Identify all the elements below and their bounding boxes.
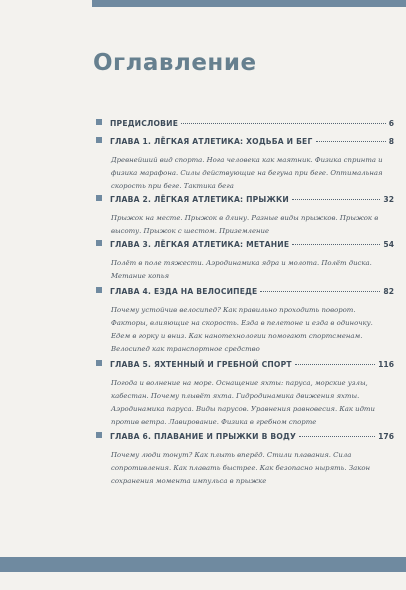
toc-page-number: 8 bbox=[388, 137, 394, 146]
dot-leader bbox=[316, 141, 386, 142]
toc-page-number: 82 bbox=[383, 287, 394, 296]
toc-page-number: 116 bbox=[378, 360, 394, 369]
toc-entry-chapter-6[interactable] bbox=[96, 432, 394, 488]
toc-entry-description: Погода и волнение на море. Оснащение яхты: паруса, морские узлы, кабестан. Почему плывёт яхта. Гидродинамика движения яхты. Аэродинамика паруса. Виды парусов. Уравнения равновесия. Как идти против ветра. Лавирование. Физика в гребном спорте bbox=[111, 379, 375, 426]
toc-entry-title: ПРЕДИСЛОВИЕ bbox=[110, 119, 179, 128]
square-bullet-icon bbox=[96, 119, 102, 125]
toc-page-number: 6 bbox=[388, 119, 394, 128]
toc-entry-description: Почему люди тонут? Как плыть вперёд. Стили плавания. Сила сопротивления. Как плавать быстрее. Как безопасно нырять. Закон сохранения момента импульса в прыжке bbox=[111, 451, 371, 485]
dot-leader bbox=[292, 199, 380, 200]
toc-entry-preface[interactable] bbox=[96, 119, 394, 134]
toc-entry-title: ГЛАВА 1. ЛЁГКАЯ АТЛЕТИКА: ХОДЬБА И БЕГ bbox=[110, 137, 313, 146]
dot-leader bbox=[295, 364, 375, 365]
toc-entry-chapter-3[interactable] bbox=[96, 240, 394, 283]
toc-page-number: 176 bbox=[378, 432, 394, 441]
toc-entry-description: Почему устойчив велосипед? Как правильно проходить поворот. Факторы, влияющие на скорость. Езда в пелетоне и езда в одиночку. Едем в горку и вниз. Как нанотехнологии помогают спортсменам. Велосипед как транспортное средство bbox=[111, 306, 373, 353]
toc-entry-chapter-5[interactable] bbox=[96, 360, 394, 429]
toc-entry-description: Древнейший вид спорта. Нога человека как маятник. Физика спринта и физика марафона. Силы действующие на бегуна при беге. Оптимальная скорость при беге. Тактика бега bbox=[111, 156, 383, 190]
toc-page-number: 32 bbox=[383, 195, 394, 204]
toc-entry-row bbox=[96, 240, 394, 255]
square-bullet-icon bbox=[96, 195, 102, 201]
toc-entry-title: ГЛАВА 3. ЛЁГКАЯ АТЛЕТИКА: МЕТАНИЕ bbox=[110, 240, 290, 249]
dot-leader bbox=[299, 436, 375, 437]
toc-entry-row bbox=[96, 195, 394, 210]
toc-entry-title: ГЛАВА 4. ЕЗДА НА ВЕЛОСИПЕДЕ bbox=[110, 287, 258, 296]
page-title: Оглавление bbox=[93, 50, 257, 76]
toc-entry-description: Прыжок на месте. Прыжок в длину. Разные виды прыжков. Прыжок в высоту. Прыжок с шестом. Приземление bbox=[111, 214, 379, 235]
dot-leader bbox=[181, 123, 386, 124]
toc-entry-row bbox=[96, 432, 394, 447]
toc-entry-title: ГЛАВА 5. ЯХТЕННЫЙ И ГРЕБНОЙ СПОРТ bbox=[110, 360, 292, 369]
square-bullet-icon bbox=[96, 287, 102, 293]
toc-page-number: 54 bbox=[383, 240, 394, 249]
toc-entry-chapter-2[interactable] bbox=[96, 195, 394, 238]
square-bullet-icon bbox=[96, 137, 102, 143]
toc-entry-chapter-1[interactable] bbox=[96, 137, 394, 193]
dot-leader bbox=[260, 291, 380, 292]
toc-entry-title: ГЛАВА 2. ЛЁГКАЯ АТЛЕТИКА: ПРЫЖКИ bbox=[110, 195, 289, 204]
toc-entry-title: ГЛАВА 6. ПЛАВАНИЕ И ПРЫЖКИ В ВОДУ bbox=[110, 432, 297, 441]
toc-entry-chapter-4[interactable] bbox=[96, 287, 394, 356]
square-bullet-icon bbox=[96, 432, 102, 438]
bottom-decor-bar bbox=[0, 557, 406, 572]
top-decor-bar bbox=[92, 0, 406, 7]
table-of-contents bbox=[96, 119, 394, 488]
toc-entry-row bbox=[96, 119, 394, 134]
square-bullet-icon bbox=[96, 360, 102, 366]
dot-leader bbox=[292, 244, 380, 245]
toc-entry-row bbox=[96, 287, 394, 302]
toc-entry-row bbox=[96, 137, 394, 152]
toc-entry-row bbox=[96, 360, 394, 375]
square-bullet-icon bbox=[96, 240, 102, 246]
toc-entry-description: Полёт в поле тяжести. Аэродинамика ядра и молота. Полёт диска. Метание копья bbox=[111, 259, 372, 280]
